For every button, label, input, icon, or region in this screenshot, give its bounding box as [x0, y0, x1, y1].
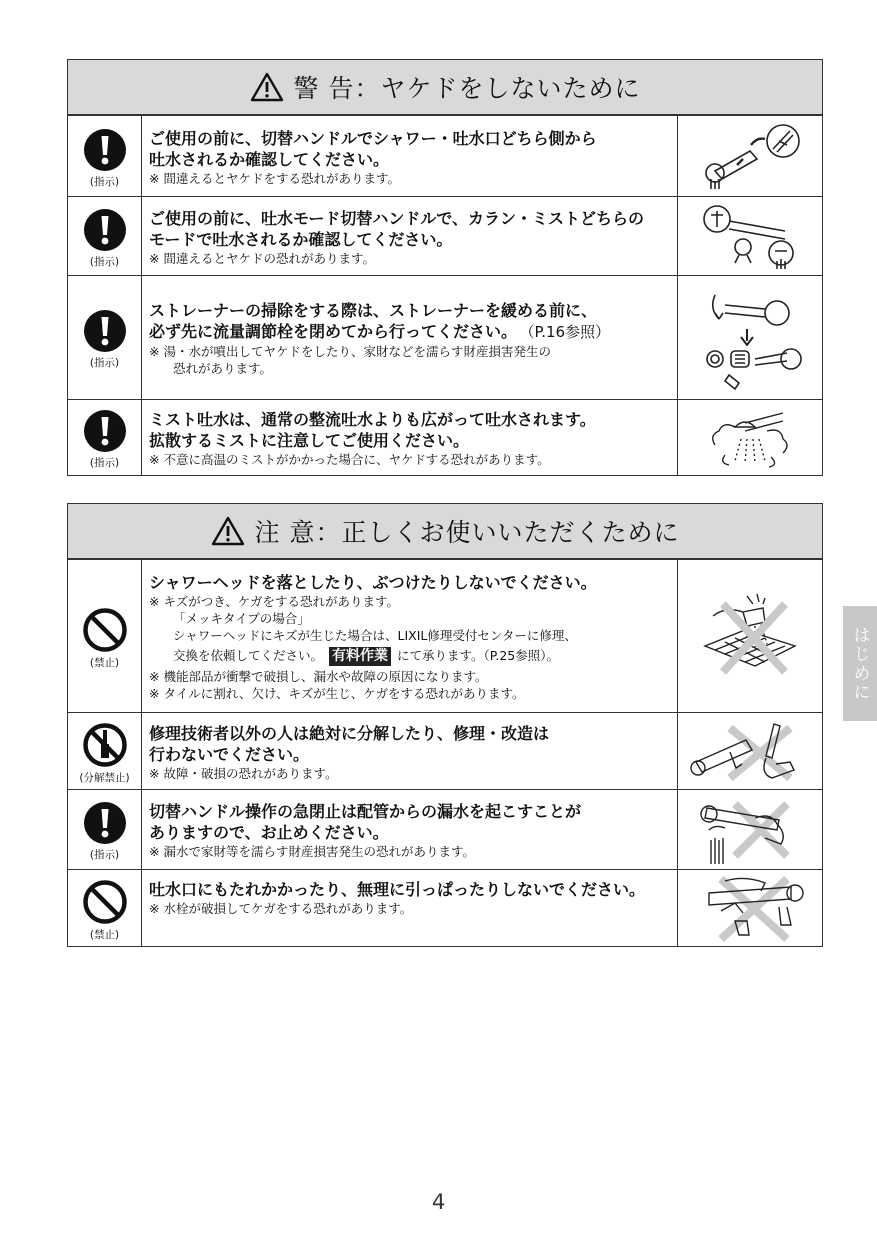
icon-label: (指示)	[89, 357, 120, 369]
prohibited-icon	[82, 607, 128, 653]
note-line: ※ 漏水で家財等を濡らす財産損害発生の恐れがあります。	[149, 844, 475, 859]
icon-cell	[68, 116, 142, 196]
note-line: 恐れがあります。	[173, 361, 273, 376]
main-line: ありますので、お止めください。	[149, 823, 389, 842]
note-line: ※ タイルに割れ、欠け、キズが生じ、ケガをする恐れがあります。	[149, 686, 525, 701]
main-line: ストレーナーの掃除をする際は、ストレーナーを緩める前に、	[149, 301, 598, 320]
main-line: 拡散するミストに注意してご使用ください。	[149, 431, 470, 450]
icon-label: (分解禁止)	[79, 771, 130, 784]
note-line: ※ 故障・破損の恐れがあります。	[149, 765, 338, 781]
main-line	[149, 321, 671, 343]
mist-spray-illustration	[678, 400, 822, 475]
caution-row	[68, 869, 822, 946]
caution-row	[68, 789, 822, 869]
caution-section	[67, 503, 823, 947]
strainer-cleaning-illustration	[678, 276, 822, 399]
note-line-text: にて承ります。（P.25参照）。	[397, 648, 559, 663]
warning-triangle-icon	[250, 72, 284, 102]
warning-title: 警 告：ヤケドをしないために	[293, 74, 641, 103]
main-line: 行わないでください。	[149, 744, 310, 764]
icon-cell	[68, 560, 142, 712]
main-line: 吐水口にもたれかかったり、無理に引っぱったりしないでください。	[149, 880, 646, 899]
main-line: ミスト吐水は、通常の整流吐水よりも広がって吐水されます。	[149, 410, 596, 429]
caution-title: 注 意：正しくお使いいただくために	[254, 518, 680, 547]
page-reference: （P.16参照）	[527, 323, 611, 341]
icon-cell	[68, 713, 142, 789]
icon-label: (指示)	[89, 457, 120, 469]
note-line-text: 交換を依頼してください。	[173, 648, 324, 663]
mandatory-action-icon	[83, 128, 127, 172]
page-number: 4	[431, 1190, 446, 1214]
mandatory-action-icon	[83, 409, 127, 453]
warning-row	[68, 399, 822, 475]
no-disassembly-icon	[82, 722, 128, 768]
caution-row	[68, 559, 822, 712]
caution-header	[68, 504, 822, 559]
note-line: 「メッキタイプの場合」	[173, 611, 310, 626]
note-line: ※ 間違えるとヤケドをする恐れがあります。	[149, 170, 400, 186]
mandatory-action-icon	[83, 801, 127, 845]
icon-cell	[68, 197, 142, 275]
main-line: 切替ハンドル操作の急閉止は配管からの漏水を起こすことが	[149, 802, 582, 821]
section-tab[interactable]: はじめに	[843, 606, 877, 721]
note-line: ※ 湯・水が噴出してヤケドをしたり、家財などを濡らす財産損害発生の	[149, 344, 551, 359]
note-line: ※ キズがつき、ケガをする恐れがあります。	[149, 594, 399, 609]
icon-cell	[68, 276, 142, 399]
icon-label: (指示)	[89, 175, 120, 188]
main-line: ご使用の前に、吐水モード切替ハンドルで、カラン・ミストどちらの	[149, 208, 645, 228]
main-line: ご使用の前に、切替ハンドルでシャワー・吐水口どちら側から	[149, 128, 597, 148]
main-line-text: 必ず先に流量調節栓を閉めてから行ってください。	[149, 322, 518, 341]
main-line: モードで吐水されるか確認してください。	[149, 229, 453, 249]
main-line: 吐水されるか確認してください。	[149, 149, 390, 169]
mandatory-action-icon	[83, 208, 127, 252]
main-line: シャワーヘッドを落としたり、ぶつけたりしないでください。	[149, 573, 597, 592]
warning-row	[68, 196, 822, 275]
instruction-text	[142, 276, 678, 399]
icon-label: (禁止)	[89, 928, 120, 941]
paid-work-badge: 有料作業	[329, 647, 391, 666]
caution-row	[68, 712, 822, 789]
icon-cell	[68, 790, 142, 869]
instruction-text	[142, 713, 678, 789]
spacer	[149, 917, 671, 939]
warning-row	[68, 275, 822, 399]
note-line: シャワーヘッドにキズが生じた場合は、LIXIL修理受付センターに修理、	[173, 628, 577, 643]
instruction-text	[142, 400, 678, 475]
note-line	[149, 644, 671, 668]
instruction-text	[142, 560, 678, 712]
mode-switch-illustration	[678, 197, 822, 275]
note-line: ※ 不意に高温のミストがかかった場合に、ヤケドする恐れがあります。	[149, 452, 550, 467]
no-leaning-illustration	[678, 870, 822, 946]
warning-section	[67, 59, 823, 476]
warning-triangle-icon	[211, 516, 245, 546]
handle-shower-switch-illustration	[678, 116, 822, 196]
instruction-text	[142, 870, 678, 946]
note-line: ※ 機能部品が衝撃で破損し、漏水や故障の原因になります。	[149, 669, 488, 684]
warning-header	[68, 60, 822, 115]
icon-cell	[68, 400, 142, 475]
icon-label: (禁止)	[89, 656, 120, 669]
note-line: ※ 間違えるとヤケドの恐れがあります。	[149, 250, 375, 266]
dropped-shower-head-illustration	[678, 560, 822, 712]
main-line: 修理技術者以外の人は絶対に分解したり、修理・改造は	[149, 723, 550, 743]
instruction-text	[142, 197, 678, 275]
mandatory-action-icon	[83, 309, 127, 353]
note-line: ※ 水栓が破損してケガをする恐れがあります。	[149, 901, 413, 916]
icon-label: (指示)	[89, 255, 120, 268]
warning-row	[68, 115, 822, 196]
no-disassembly-illustration	[678, 713, 822, 789]
icon-cell	[68, 870, 142, 946]
instruction-text	[142, 790, 678, 869]
icon-label: (指示)	[89, 849, 120, 861]
sudden-close-illustration	[678, 790, 822, 869]
instruction-text	[142, 116, 678, 196]
prohibited-icon	[82, 879, 128, 925]
